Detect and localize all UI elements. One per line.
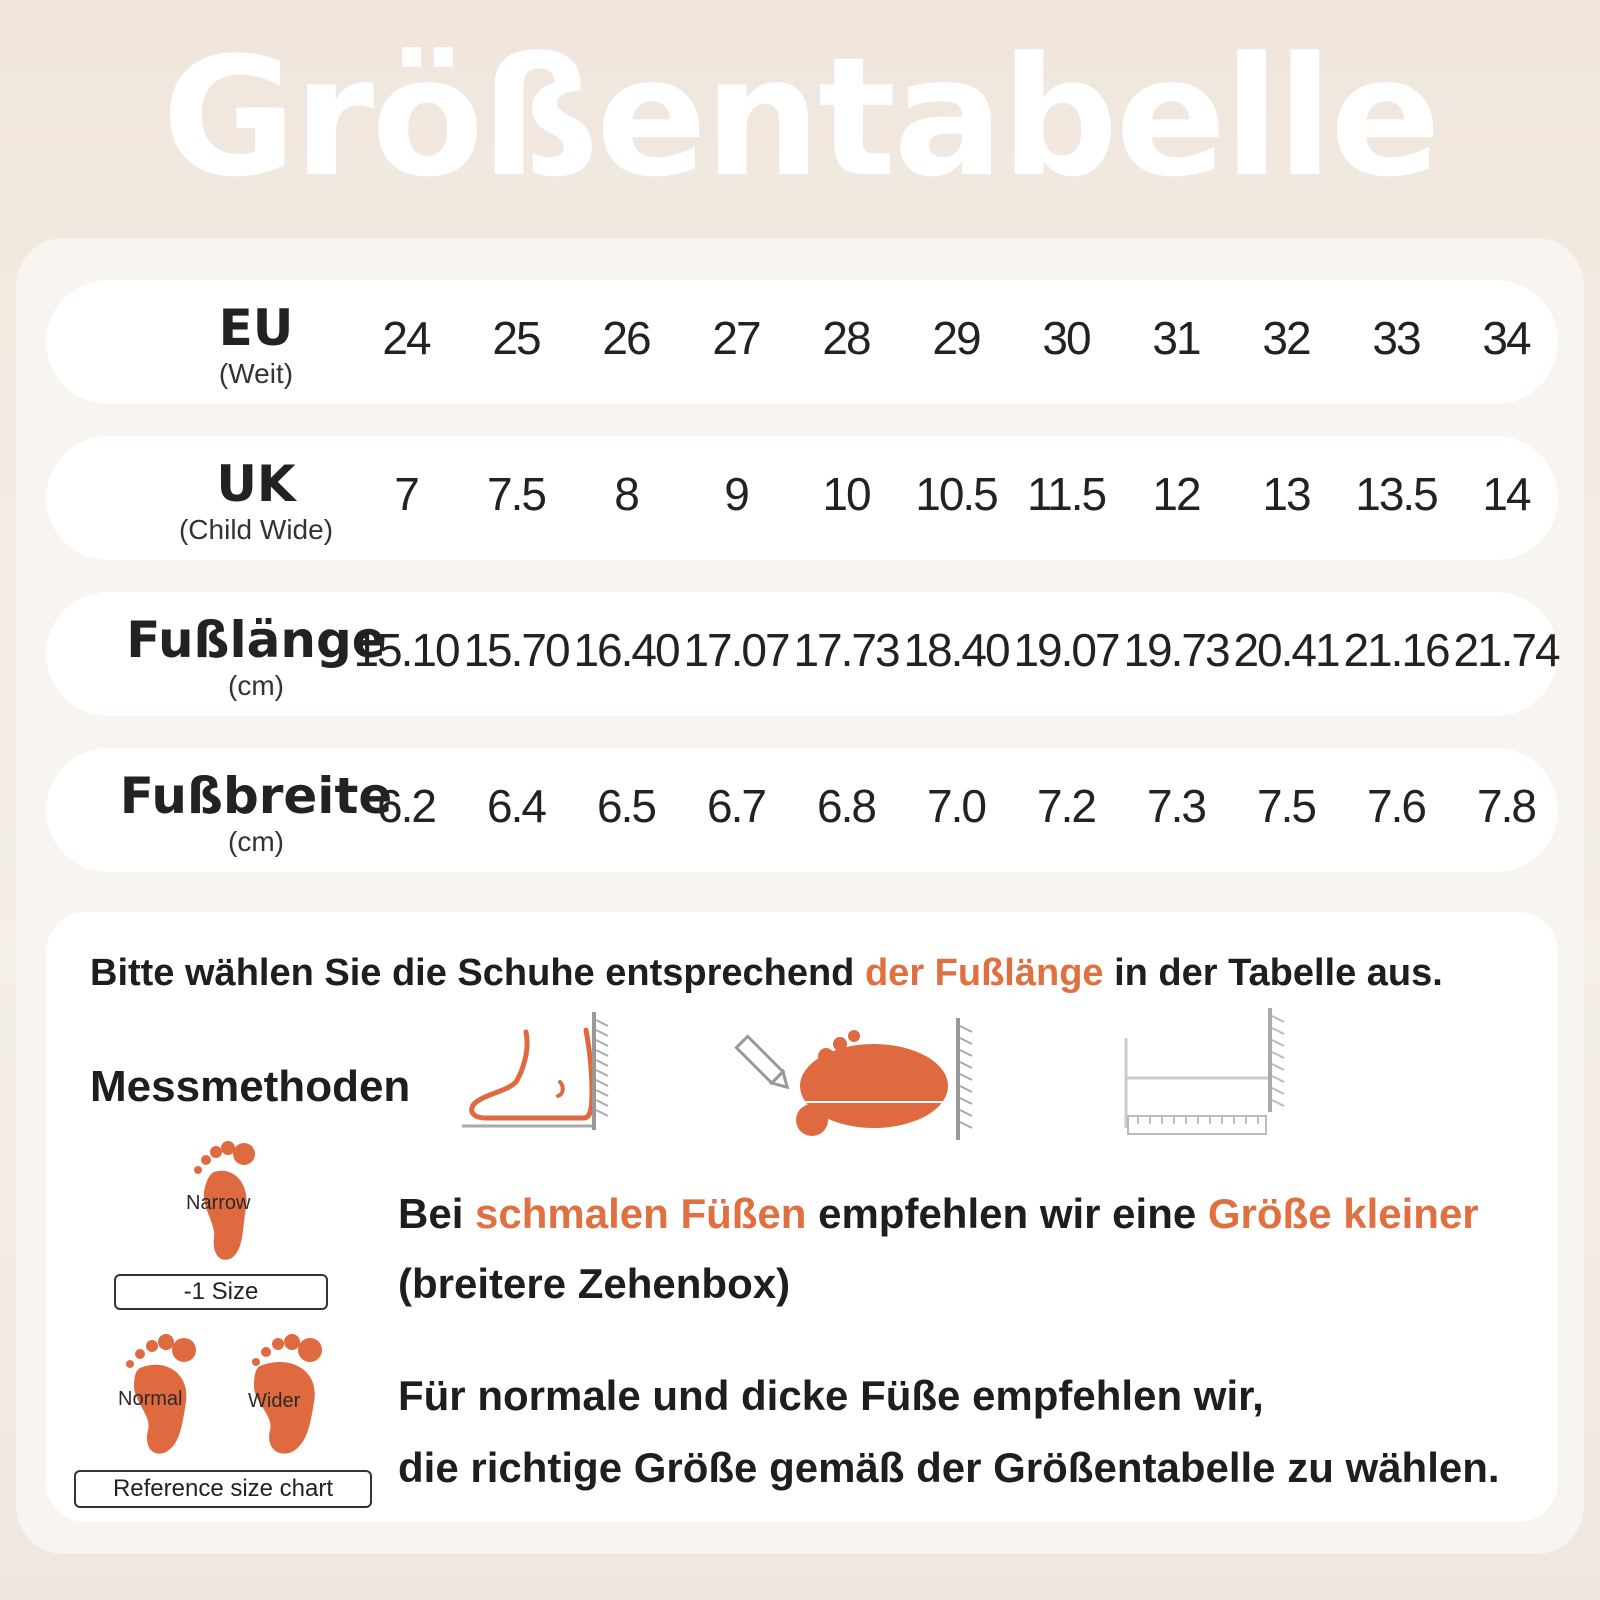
table-cell: 6.8: [817, 780, 875, 832]
table-cell: 13.5: [1355, 468, 1437, 520]
table-cell: 20.41: [1233, 624, 1339, 676]
instruction-before: Bitte wählen Sie die Schuhe entsprechend: [90, 952, 865, 994]
table-cell: 17.73: [793, 624, 899, 676]
table-cell: 15.70: [463, 624, 569, 676]
table-cell: 19.73: [1123, 624, 1229, 676]
row-sublabel: (Child Wide): [178, 514, 334, 545]
reference-size-chart-badge: Reference size chart: [74, 1470, 372, 1508]
table-cell: 16.40: [573, 624, 679, 676]
size-row: [46, 748, 1558, 872]
info-panel: [46, 912, 1558, 1522]
page-title: Größentabelle: [161, 22, 1439, 213]
table-cell: 7.2: [1037, 780, 1095, 832]
narrow-msg-a: Bei: [398, 1190, 476, 1237]
normal-message-line2: die richtige Größe gemäß der Größentabelle zu wählen.: [398, 1444, 1500, 1491]
row-cells: [358, 436, 1568, 560]
table-cell: 7.5: [487, 468, 545, 520]
row-label: Fußbreite: [119, 767, 393, 825]
table-cell: 34: [1482, 312, 1530, 364]
table-cell: 6.7: [707, 780, 765, 832]
row-label: UK: [216, 455, 296, 513]
narrow-foot-label: Narrow: [186, 1192, 251, 1214]
ruler-icon: [1116, 1008, 1296, 1148]
table-cell: 21.16: [1343, 624, 1449, 676]
instruction-after: in der Tabelle aus.: [1103, 952, 1443, 994]
narrow-msg-highlight-2: Größe kleiner: [1207, 1190, 1479, 1237]
row-sublabel: (cm): [228, 670, 284, 701]
table-cell: 12: [1152, 468, 1200, 520]
narrow-message-line1: [398, 1178, 1479, 1250]
table-cell: 19.07: [1013, 624, 1119, 676]
table-cell: 6.4: [487, 780, 545, 832]
normal-foot-label: Normal: [118, 1388, 183, 1410]
table-cell: 21.74: [1453, 624, 1559, 676]
table-cell: 14: [1482, 468, 1530, 520]
table-cell: 33: [1372, 312, 1420, 364]
table-cell: 6.2: [377, 780, 435, 832]
row-cells: [358, 280, 1568, 404]
narrow-message-line2: (breitere Zehenbox): [398, 1260, 791, 1307]
table-cell: 28: [822, 312, 870, 364]
measure-title: Messmethoden: [90, 1062, 411, 1111]
table-cell: 7.0: [927, 780, 985, 832]
table-cell: 29: [932, 312, 980, 364]
table-cell: 15.10: [353, 624, 459, 676]
row-sublabel: (Weit): [218, 358, 294, 389]
instruction-highlight: der Fußlänge: [864, 952, 1104, 994]
table-cell: 9: [724, 468, 748, 520]
table-cell: 26: [602, 312, 650, 364]
size-row: [46, 280, 1558, 404]
wider-foot-label: Wider: [248, 1390, 301, 1412]
table-cell: 17.07: [683, 624, 789, 676]
table-cell: 10: [822, 468, 870, 520]
row-label: Fußlänge: [126, 611, 386, 669]
row-label: EU: [218, 299, 294, 357]
foot-trace-icon: [726, 1016, 986, 1146]
table-cell: 18.40: [903, 624, 1009, 676]
table-cell: 7.5: [1257, 780, 1315, 832]
table-cell: 31: [1152, 312, 1200, 364]
table-cell: 7.8: [1477, 780, 1535, 832]
narrow-msg-highlight-1: schmalen Füßen: [475, 1190, 807, 1237]
table-cell: 10.5: [915, 468, 997, 520]
table-cell: 6.5: [597, 780, 655, 832]
table-cell: 30: [1042, 312, 1090, 364]
table-cell: 25: [492, 312, 540, 364]
table-cell: 27: [712, 312, 760, 364]
foot-side-view-icon: [456, 1012, 616, 1152]
normal-message-line1: Für normale und dicke Füße empfehlen wir,: [398, 1372, 1264, 1419]
table-cell: 8: [614, 468, 638, 520]
size-row: [46, 436, 1558, 560]
narrow-msg-c: empfehlen wir eine: [806, 1190, 1208, 1237]
row-cells: [358, 748, 1568, 872]
size-row: [46, 592, 1558, 716]
table-cell: 24: [382, 312, 430, 364]
table-cell: 7.3: [1147, 780, 1205, 832]
row-sublabel: (cm): [228, 826, 284, 857]
minus-one-size-badge: -1 Size: [114, 1274, 328, 1310]
row-cells: [353, 592, 1568, 716]
table-cell: 32: [1262, 312, 1310, 364]
instruction-text: [90, 952, 1443, 995]
size-chart-card: [16, 238, 1584, 1554]
table-cell: 11.5: [1026, 468, 1106, 520]
table-cell: 7.6: [1367, 780, 1425, 832]
table-cell: 13: [1262, 468, 1310, 520]
table-cell: 7: [394, 468, 418, 520]
